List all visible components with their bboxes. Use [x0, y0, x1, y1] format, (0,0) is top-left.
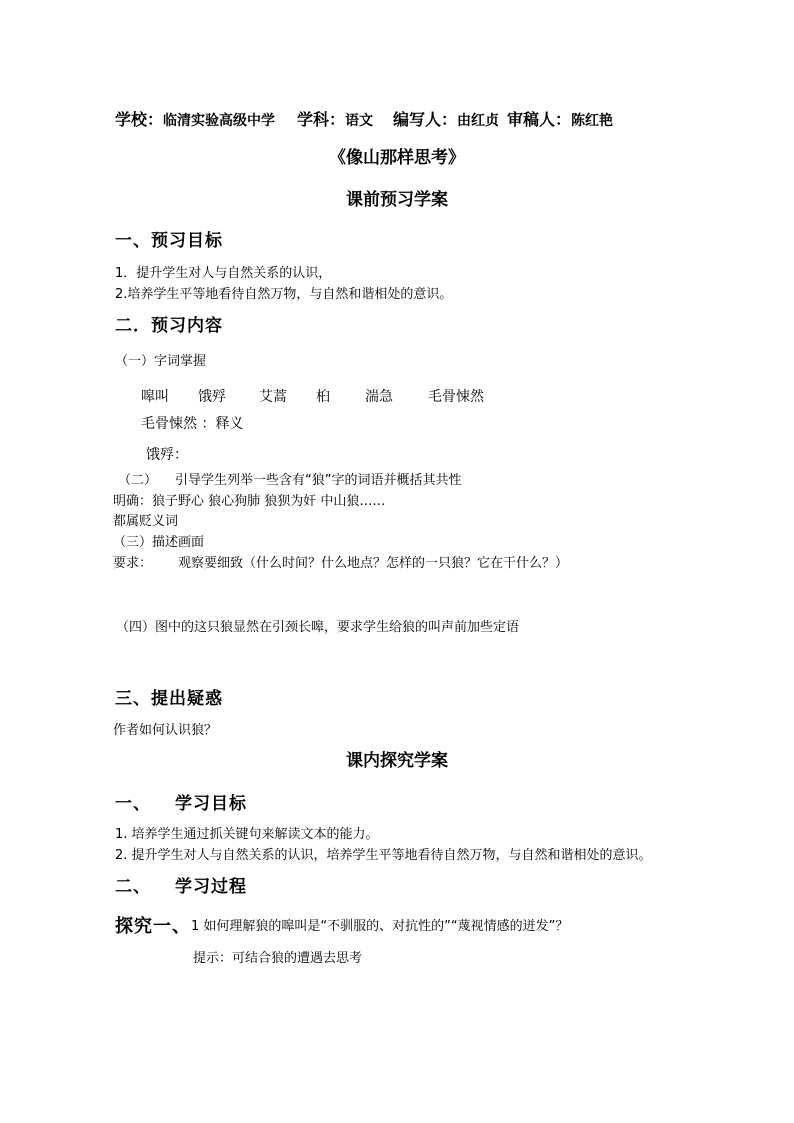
- subject-value: 语文: [345, 113, 374, 129]
- explore-question: 1 如何理解狼的嗥叫是“不驯服的、对抗性的”“蔑视情感的迸发”？: [191, 919, 569, 934]
- process-heading: [115, 879, 247, 896]
- author-value: 由红贞: [457, 113, 500, 129]
- school-label: 学校：: [115, 110, 164, 129]
- preview-goal-1: 1．提升学生对人与自然关系的认识，: [115, 266, 332, 281]
- preview-goals-heading: 一、预习目标: [115, 231, 223, 251]
- author-label: 编写人：: [393, 110, 458, 129]
- explain-1: 毛骨悚然 ：释义: [141, 416, 244, 432]
- preview-heading: 课前预习学案: [346, 190, 448, 210]
- doubt-text: 作者如何认识狼？: [113, 723, 218, 738]
- process-num: 二、: [115, 877, 151, 897]
- vocab-word: 湍急: [365, 389, 393, 405]
- document-title: 《像山那样思考》: [329, 148, 465, 168]
- inclass-heading: 课内探究学案: [346, 751, 448, 771]
- part3-label: （三）描述画面: [113, 535, 205, 550]
- vocab-word: 嗥叫: [141, 389, 169, 405]
- vocab-word: 毛骨悚然: [428, 389, 484, 405]
- inclass-goal-1: 1. 培养学生通过抓关键句来解读文本的能力。: [115, 827, 379, 842]
- part2-conclusion: 都属贬义词: [113, 514, 179, 529]
- part3-requirement: [113, 557, 568, 570]
- explore-row: [115, 918, 568, 936]
- vocab-word: 艾蒿: [259, 389, 287, 405]
- part2-row: [118, 474, 462, 487]
- reviewer-value: 陈红艳: [571, 113, 614, 129]
- explain-2: 饿殍：: [146, 447, 188, 463]
- header-info: [115, 112, 613, 128]
- vocab-word: 桕: [316, 389, 330, 405]
- inclass-goals-text: 学习目标: [175, 794, 247, 814]
- inclass-goal-2: 2. 提升学生对人与自然关系的认识，培养学生平等地看待自然万物，与自然和谐相处的意识。: [115, 848, 652, 863]
- part2-text: 引导学生列举一些含有“狼”字的词语并概括其共性: [175, 473, 462, 488]
- part2-label: （二）: [118, 473, 158, 488]
- inclass-goals-heading: [115, 796, 247, 813]
- doubt-heading: 三、提出疑惑: [115, 689, 223, 709]
- part1-label: （一）字词掌握: [115, 354, 207, 369]
- subject-label: 学科：: [297, 110, 346, 129]
- part4-text: （四）图中的这只狼显然在引颈长嗥，要求学生给狼的叫声前加些定语: [116, 620, 520, 635]
- preview-content-heading: 二．预习内容: [115, 316, 223, 336]
- vocab-word: 饿殍: [198, 389, 226, 405]
- process-text: 学习过程: [175, 877, 247, 897]
- explore-hint: 提示：可结合狼的遭遇去思考: [193, 951, 363, 966]
- inclass-goals-num: 一、: [115, 794, 151, 814]
- school-value: 临清实验高级中学: [163, 113, 276, 129]
- part3-req-label: 要求：: [113, 556, 153, 571]
- part2-clarify: 明确：狼子野心 狼心狗肺 狼狈为奸 中山狼……: [113, 494, 386, 509]
- explore-label: 探究一、: [115, 916, 191, 937]
- preview-goal-2: 2.培养学生平等地看待自然万物，与自然和谐相处的意识。: [115, 287, 453, 302]
- part3-req-text: 观察要细致（什么时间？什么地点？怎样的一只狼？它在干什么？）: [178, 556, 569, 571]
- reviewer-label: 审稿人：: [507, 110, 572, 129]
